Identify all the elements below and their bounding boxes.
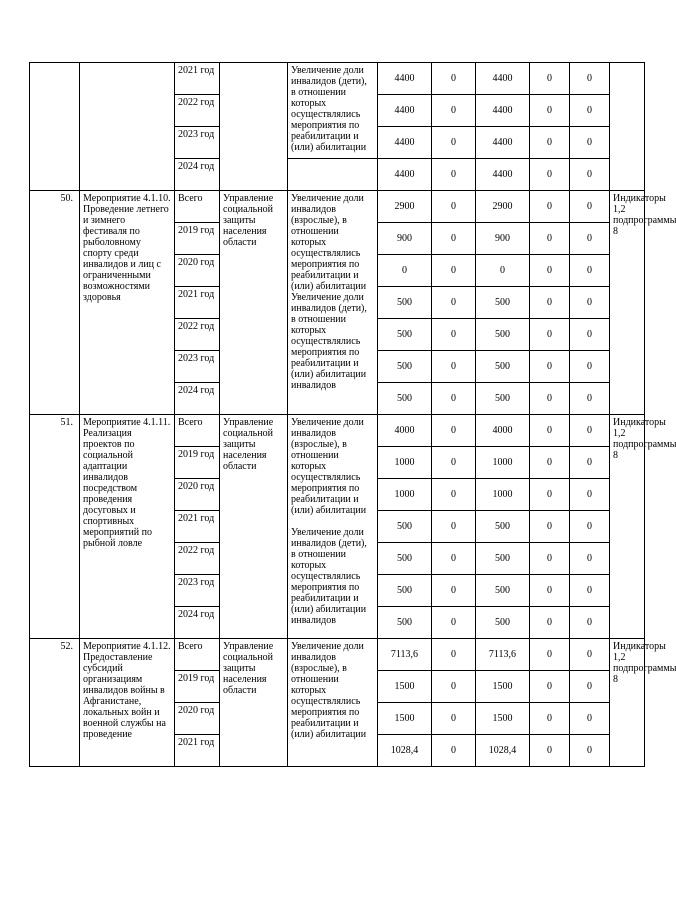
- value-cell: 1500: [378, 671, 432, 703]
- executor-cell: Управление социальной защиты населения области: [220, 191, 288, 415]
- value-cell: 4000: [476, 415, 530, 447]
- value-cell: 0: [570, 383, 610, 415]
- value-cell: 0: [570, 95, 610, 127]
- value-cell: 500: [378, 511, 432, 543]
- row-number: 50.: [30, 191, 80, 415]
- year-cell: 2024 год: [175, 607, 220, 639]
- row-number: 52.: [30, 639, 80, 767]
- value-cell: 500: [378, 287, 432, 319]
- value-cell: 0: [570, 191, 610, 223]
- value-cell: 0: [570, 447, 610, 479]
- year-cell: 2019 год: [175, 447, 220, 479]
- value-cell: 500: [378, 319, 432, 351]
- value-cell: 0: [570, 543, 610, 575]
- value-cell: 0: [432, 543, 476, 575]
- year-cell: Всего: [175, 639, 220, 671]
- year-cell: 2020 год: [175, 703, 220, 735]
- value-cell: 0: [570, 575, 610, 607]
- value-cell: 2900: [378, 191, 432, 223]
- year-cell: 2022 год: [175, 95, 220, 127]
- value-cell: 500: [378, 543, 432, 575]
- value-cell: 0: [432, 639, 476, 671]
- target-cell: [610, 63, 645, 191]
- value-cell: 0: [432, 383, 476, 415]
- value-cell: 0: [530, 319, 570, 351]
- value-cell: 0: [432, 255, 476, 287]
- value-cell: 500: [378, 383, 432, 415]
- value-cell: 0: [570, 127, 610, 159]
- executor-cell: [220, 63, 288, 191]
- value-cell: 0: [530, 511, 570, 543]
- value-cell: 900: [476, 223, 530, 255]
- value-cell: 0: [530, 95, 570, 127]
- value-cell: 4400: [378, 127, 432, 159]
- year-cell: 2019 год: [175, 671, 220, 703]
- value-cell: 0: [530, 703, 570, 735]
- value-cell: 0: [570, 159, 610, 191]
- value-cell: 4400: [476, 63, 530, 95]
- indicator-cell: Увеличение доли инвалидов (дети), в отношении которых осуществлялись мероприятия по реабилитации и (или) абилитации: [288, 63, 378, 159]
- table-row: [30, 63, 645, 95]
- year-cell: 2021 год: [175, 735, 220, 767]
- value-cell: 900: [378, 223, 432, 255]
- value-cell: 500: [476, 383, 530, 415]
- value-cell: 0: [432, 479, 476, 511]
- target-cell: Индикаторы 1,2 подпрограммы 8: [610, 191, 645, 415]
- value-cell: 0: [570, 223, 610, 255]
- value-cell: 4000: [378, 415, 432, 447]
- indicator-cell: Увеличение доли инвалидов (взрослые), в отношении которых осуществлялись мероприятия по реабилитации и (или) абилитации: [288, 639, 378, 767]
- value-cell: 1028,4: [378, 735, 432, 767]
- year-cell: Всего: [175, 191, 220, 223]
- value-cell: 0: [476, 255, 530, 287]
- year-cell: 2021 год: [175, 511, 220, 543]
- value-cell: 0: [570, 255, 610, 287]
- value-cell: 0: [530, 607, 570, 639]
- year-cell: 2024 год: [175, 159, 220, 191]
- value-cell: 1500: [476, 703, 530, 735]
- value-cell: 7113,6: [476, 639, 530, 671]
- value-cell: 0: [432, 95, 476, 127]
- value-cell: 0: [432, 127, 476, 159]
- value-cell: 500: [476, 511, 530, 543]
- value-cell: 0: [530, 479, 570, 511]
- value-cell: 0: [432, 671, 476, 703]
- value-cell: 1000: [476, 479, 530, 511]
- year-cell: 2023 год: [175, 351, 220, 383]
- year-cell: 2020 год: [175, 479, 220, 511]
- row-number: 51.: [30, 415, 80, 639]
- indicator-cell: Увеличение доли инвалидов (взрослые), в отношении которых осуществлялись мероприятия по реабилитации и (или) абилитации Увеличение доли инвалидов (дети), в отношении которых осуществлялись мероприятия по реабилитации и (или) абилитации инвалидов: [288, 415, 378, 639]
- table-body: [30, 63, 676, 767]
- value-cell: 0: [530, 223, 570, 255]
- year-cell: 2020 год: [175, 255, 220, 287]
- value-cell: 0: [530, 383, 570, 415]
- value-cell: 0: [530, 735, 570, 767]
- year-cell: 2023 год: [175, 575, 220, 607]
- year-cell: 2023 год: [175, 127, 220, 159]
- executor-cell: Управление социальной защиты населения области: [220, 415, 288, 639]
- table-row: [30, 191, 645, 223]
- value-cell: 0: [570, 671, 610, 703]
- year-cell: 2024 год: [175, 383, 220, 415]
- value-cell: 1500: [476, 671, 530, 703]
- value-cell: 4400: [378, 63, 432, 95]
- title-cell: [80, 63, 175, 191]
- value-cell: 0: [530, 671, 570, 703]
- year-cell: 2021 год: [175, 63, 220, 95]
- value-cell: 0: [570, 735, 610, 767]
- value-cell: 0: [570, 415, 610, 447]
- value-cell: 0: [432, 223, 476, 255]
- value-cell: 1028,4: [476, 735, 530, 767]
- value-cell: 0: [432, 415, 476, 447]
- value-cell: 0: [530, 351, 570, 383]
- value-cell: 0: [530, 127, 570, 159]
- value-cell: 0: [432, 287, 476, 319]
- value-cell: 500: [476, 319, 530, 351]
- value-cell: 0: [530, 287, 570, 319]
- executor-cell: Управление социальной защиты населения области: [220, 639, 288, 767]
- value-cell: 0: [432, 575, 476, 607]
- value-cell: 0: [530, 543, 570, 575]
- indicator-cell: Увеличение доли инвалидов (взрослые), в отношении которых осуществлялись мероприятия по реабилитации и (или) абилитации Увеличение доли инвалидов (дети), в отношении которых осуществлялись мероприятия по реабилитации и (или) абилитации инвалидов: [288, 191, 378, 415]
- year-cell: 2019 год: [175, 223, 220, 255]
- value-cell: 0: [432, 159, 476, 191]
- value-cell: 0: [530, 575, 570, 607]
- value-cell: 0: [570, 63, 610, 95]
- value-cell: 4400: [378, 159, 432, 191]
- value-cell: 500: [476, 575, 530, 607]
- value-cell: 0: [378, 255, 432, 287]
- year-cell: Всего: [175, 415, 220, 447]
- value-cell: 0: [432, 703, 476, 735]
- measure-title: Мероприятие 4.1.11. Реализация проектов по социальной адаптации инвалидов посредством проведения досуговых и спортивных мероприятий по рыбной ловле: [80, 415, 175, 639]
- value-cell: 0: [530, 447, 570, 479]
- value-cell: 0: [570, 703, 610, 735]
- value-cell: 0: [570, 511, 610, 543]
- value-cell: 0: [530, 639, 570, 671]
- target-cell: Индикаторы 1,2 подпрограммы 8: [610, 415, 645, 639]
- value-cell: 0: [530, 415, 570, 447]
- value-cell: 500: [476, 351, 530, 383]
- value-cell: 4400: [476, 159, 530, 191]
- value-cell: 500: [378, 351, 432, 383]
- indicator-cell: [288, 159, 378, 191]
- value-cell: 0: [432, 63, 476, 95]
- value-cell: 2900: [476, 191, 530, 223]
- value-cell: 7113,6: [378, 639, 432, 671]
- value-cell: 500: [378, 607, 432, 639]
- value-cell: 0: [570, 287, 610, 319]
- value-cell: 1000: [476, 447, 530, 479]
- num-cell: [30, 63, 80, 191]
- value-cell: 1000: [378, 447, 432, 479]
- value-cell: 4400: [378, 95, 432, 127]
- value-cell: 0: [570, 639, 610, 671]
- value-cell: 0: [432, 735, 476, 767]
- table-row: [30, 415, 645, 447]
- year-cell: 2021 год: [175, 287, 220, 319]
- value-cell: 500: [476, 607, 530, 639]
- year-cell: 2022 год: [175, 543, 220, 575]
- value-cell: 0: [570, 607, 610, 639]
- value-cell: 0: [432, 191, 476, 223]
- value-cell: 0: [530, 255, 570, 287]
- value-cell: 0: [432, 511, 476, 543]
- value-cell: 0: [432, 607, 476, 639]
- value-cell: 1000: [378, 479, 432, 511]
- value-cell: 0: [530, 159, 570, 191]
- target-cell: Индикаторы 1,2 подпрограммы 8: [610, 639, 645, 767]
- value-cell: 0: [432, 351, 476, 383]
- measure-title: Мероприятие 4.1.12. Предоставление субсидий организациям инвалидов войны в Афганистане, локальных войн и военной службы на проведение: [80, 639, 175, 767]
- table-row: [30, 639, 645, 671]
- value-cell: 0: [530, 191, 570, 223]
- value-cell: 500: [378, 575, 432, 607]
- value-cell: 500: [476, 543, 530, 575]
- value-cell: 0: [570, 479, 610, 511]
- value-cell: 0: [570, 351, 610, 383]
- value-cell: 0: [570, 319, 610, 351]
- year-cell: 2022 год: [175, 319, 220, 351]
- value-cell: 1500: [378, 703, 432, 735]
- value-cell: 4400: [476, 95, 530, 127]
- measure-title: Мероприятие 4.1.10. Проведение летнего и зимнего фестиваля по рыболовному спорту среди инвалидов и лиц с ограниченными возможностями здоровья: [80, 191, 175, 415]
- program-table: [29, 62, 676, 767]
- value-cell: 500: [476, 287, 530, 319]
- value-cell: 0: [432, 447, 476, 479]
- value-cell: 4400: [476, 127, 530, 159]
- value-cell: 0: [432, 319, 476, 351]
- value-cell: 0: [530, 63, 570, 95]
